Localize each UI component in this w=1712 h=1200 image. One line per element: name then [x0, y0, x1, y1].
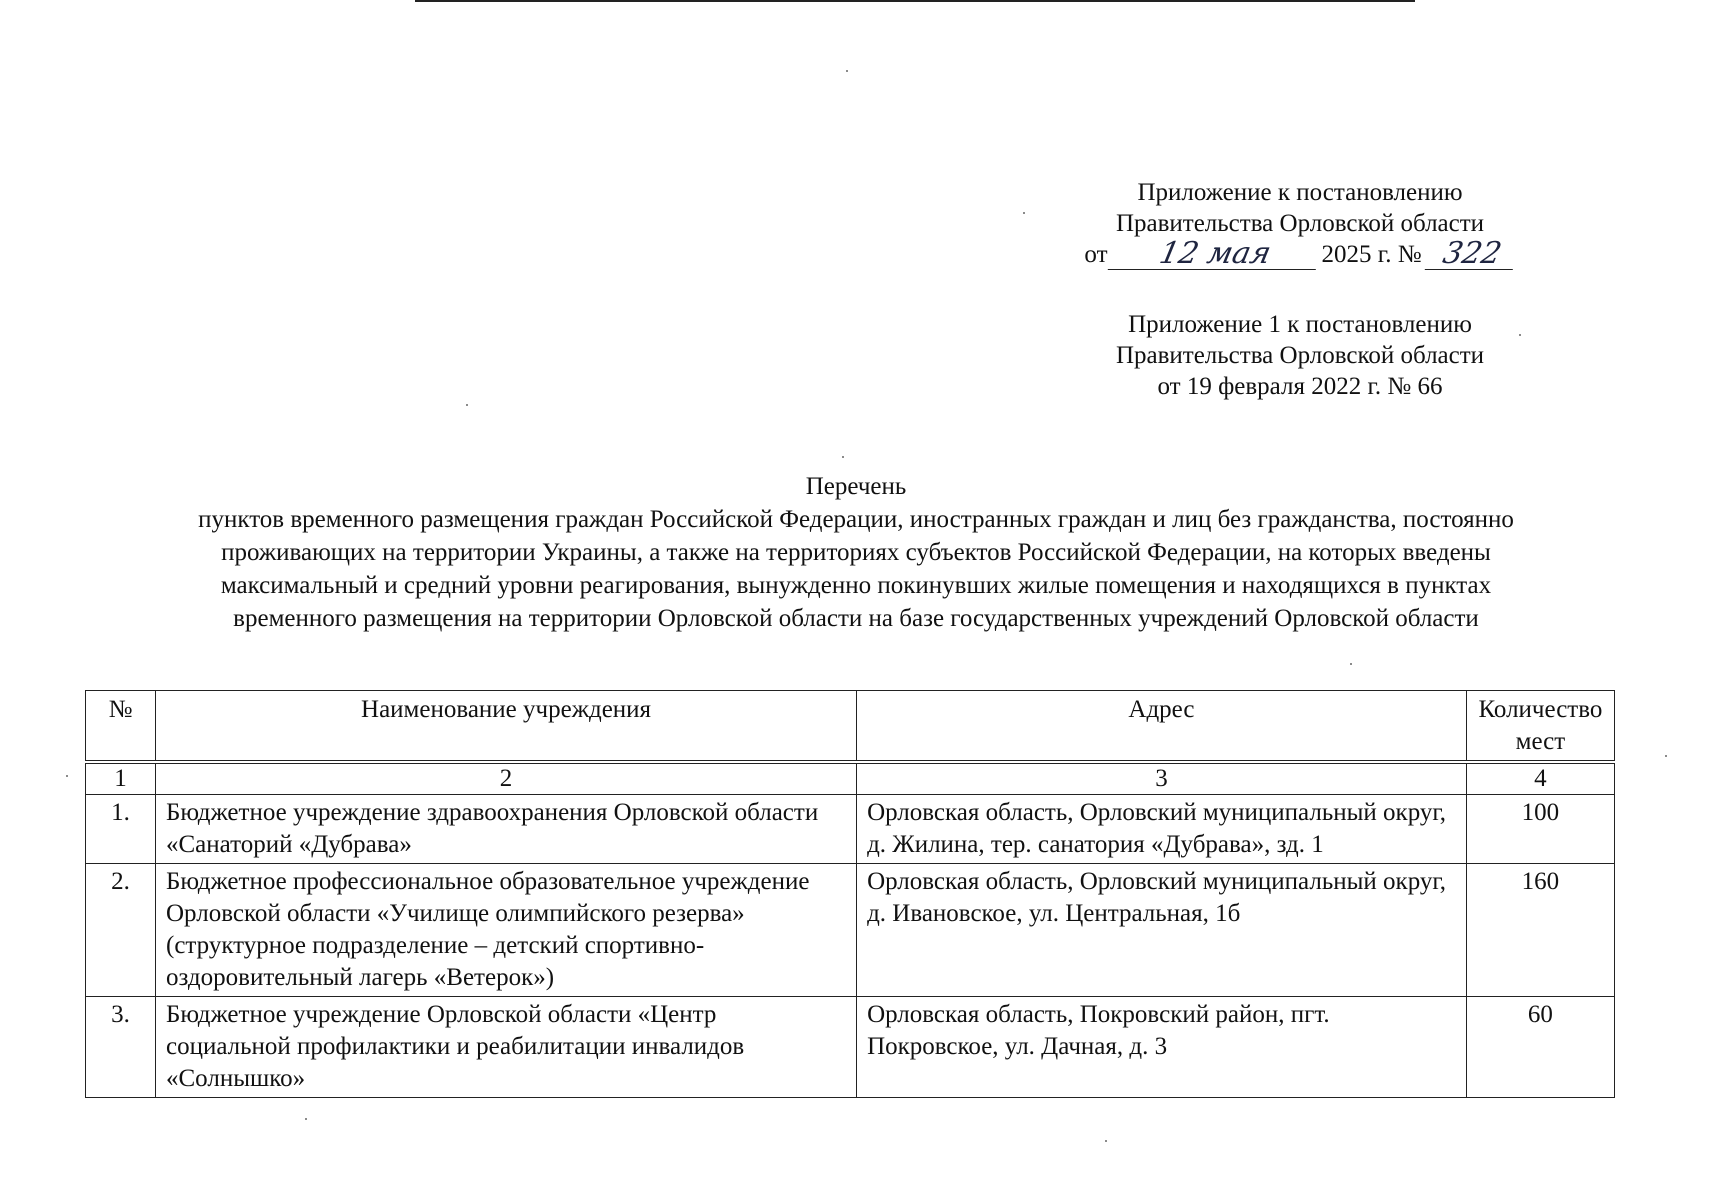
appendix-original: [1040, 309, 1560, 402]
document-title: [100, 470, 1612, 635]
handwritten-date: 12 мая: [1107, 239, 1322, 270]
row-number: 2.: [86, 864, 156, 997]
facility-places: 160: [1466, 864, 1614, 997]
title-line: максимальный и средний уровни реагирования, вынужденно покинувших жилые помещения и находящихся в пунктах: [220, 572, 1492, 599]
scan-speck: [1105, 1140, 1107, 1142]
appendix-current-line2: Правительства Орловской области: [1115, 210, 1485, 237]
top-rule: [415, 0, 1415, 2]
header-number: №: [86, 691, 156, 763]
table-row: [86, 864, 1615, 997]
index-cell: 3: [857, 762, 1467, 795]
handwritten-number: 322: [1424, 239, 1519, 270]
title-heading: Перечень: [805, 473, 907, 500]
scan-speck: [466, 404, 468, 406]
facilities-table: [85, 690, 1615, 1098]
date-prefix: от: [1084, 241, 1108, 268]
facility-address: Орловская область, Орловский муниципальный округ, д. Жилина, тер. санатория «Дубрава», зд. 1: [857, 795, 1467, 864]
row-number: 3.: [86, 997, 156, 1098]
header-places: Количество мест: [1466, 691, 1614, 763]
facility-address: Орловская область, Орловский муниципальный округ, д. Ивановское, ул. Центральная, 1б: [857, 864, 1467, 997]
table-row: [86, 997, 1615, 1098]
appendix-current: [1040, 177, 1560, 270]
facility-name: Бюджетное профессиональное образовательное учреждение Орловской области «Училище олимпийского резерва» (структурное подразделение – детский спортивно-оздоровительный лагерь «Ветерок»): [156, 864, 857, 997]
facility-address: Орловская область, Покровский район, пгт. Покровское, ул. Дачная, д. 3: [857, 997, 1467, 1098]
scan-speck: [846, 70, 848, 72]
index-cell: 1: [86, 762, 156, 795]
table-row: [86, 795, 1615, 864]
header-address: Адрес: [857, 691, 1467, 763]
appendix-original-line1: Приложение 1 к постановлению: [1128, 311, 1472, 338]
header-name: Наименование учреждения: [156, 691, 857, 763]
appendix-original-line2: Правительства Орловской области: [1115, 342, 1485, 369]
facility-places: 60: [1466, 997, 1614, 1098]
scan-speck: [1519, 334, 1521, 336]
facility-places: 100: [1466, 795, 1614, 864]
table-header-row: [86, 691, 1615, 763]
scan-speck: [1350, 663, 1352, 665]
scan-speck: [66, 775, 68, 777]
index-cell: 2: [156, 762, 857, 795]
year-suffix: 2025 г. №: [1321, 241, 1422, 268]
facility-name: Бюджетное учреждение здравоохранения Орловской области «Санаторий «Дубрава»: [156, 795, 857, 864]
appendix-current-dateline: [1040, 236, 1560, 271]
scan-speck: [842, 456, 844, 458]
row-number: 1.: [86, 795, 156, 864]
appendix-current-line1: Приложение к постановлению: [1137, 179, 1463, 206]
title-line: проживающих на территории Украины, а также на территориях субъектов Российской Федерации, на которых введены: [221, 539, 1491, 566]
scan-speck: [1665, 755, 1667, 757]
scan-speck: [1023, 212, 1025, 214]
column-index-row: [86, 762, 1615, 795]
scan-speck: [305, 1118, 307, 1120]
appendix-original-line3: от 19 февраля 2022 г. № 66: [1157, 373, 1443, 400]
title-line: временного размещения на территории Орловской области на базе государственных учреждений Орловской области: [233, 605, 1479, 632]
facility-name: Бюджетное учреждение Орловской области «Центр социальной профилактики и реабилитации инвалидов «Солнышко»: [156, 997, 857, 1098]
title-line: пунктов временного размещения граждан Российской Федерации, иностранных граждан и лиц без гражданства, постоянно: [198, 506, 1514, 533]
index-cell: 4: [1466, 762, 1614, 795]
